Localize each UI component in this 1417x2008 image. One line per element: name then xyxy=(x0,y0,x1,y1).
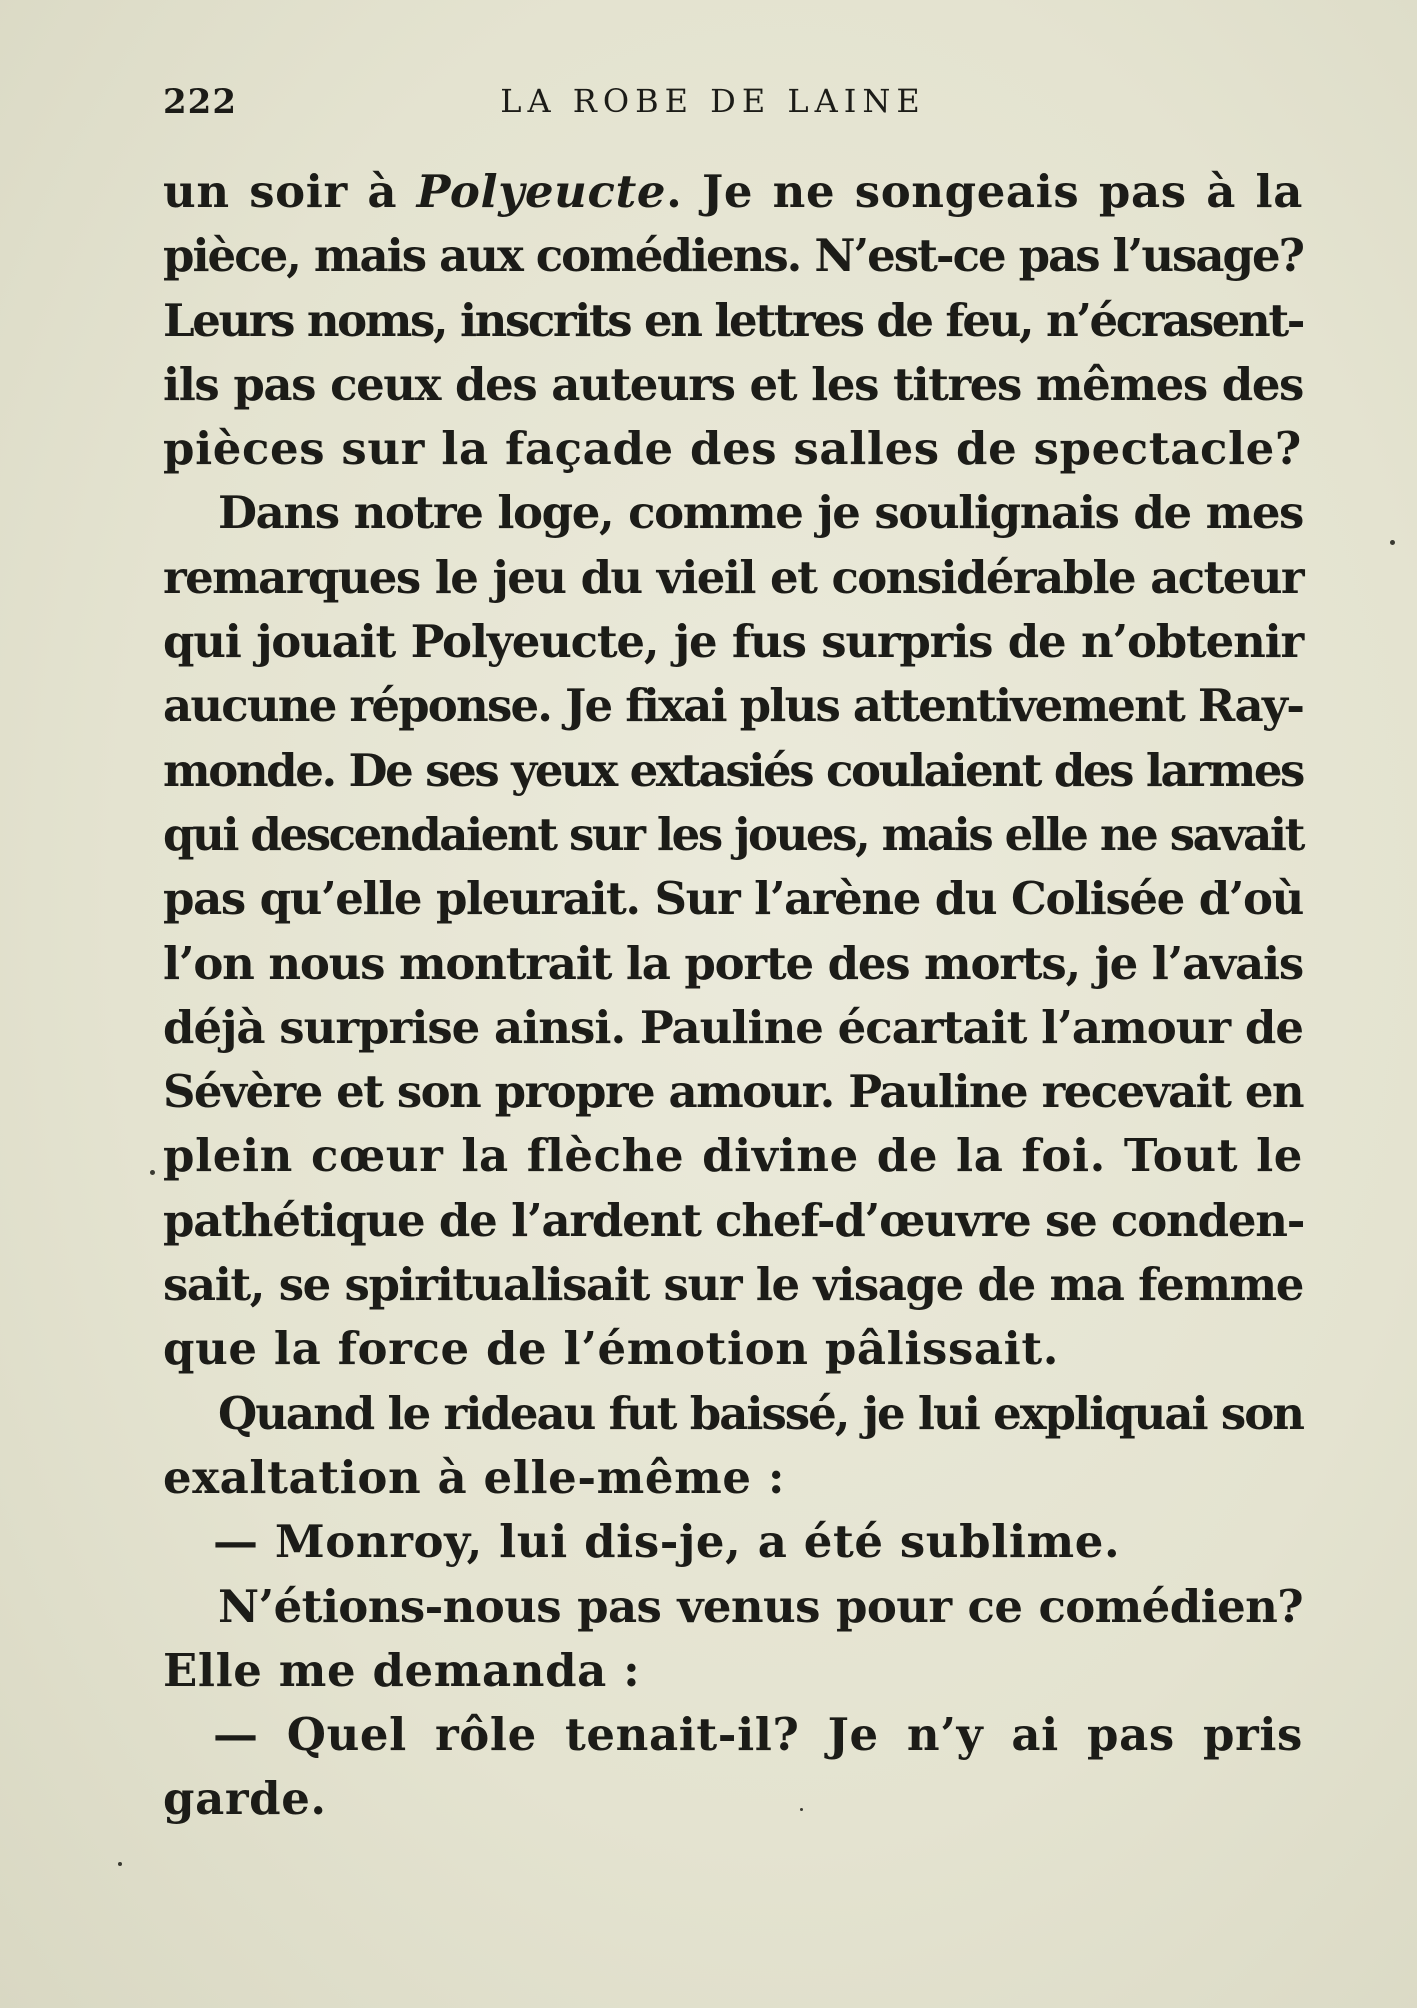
page-number: 222 xyxy=(163,82,237,122)
running-title: LA ROBE DE LAINE xyxy=(500,82,926,120)
text-segment: un soir à xyxy=(163,165,417,218)
speck xyxy=(800,1808,803,1811)
text-line: plein cœur la flèche divine de la foi. Tout le xyxy=(163,1129,1303,1183)
text-line: — Quel rôle tenait-il? Je n’y ai pas pris xyxy=(213,1708,1303,1762)
text-line: Quand le rideau fut baissé, je lui expliquai son xyxy=(218,1386,1303,1440)
text-line: qui jouait Polyeucte, je fus surpris de n’obtenir xyxy=(163,615,1303,669)
text-line: pathétique de l’ardent chef-d’œuvre se conden- xyxy=(163,1193,1305,1247)
text-line: que la force de l’émotion pâlissait. xyxy=(163,1322,1060,1376)
speck xyxy=(1390,540,1395,545)
text-line: qui descendaient sur les joues, mais elle ne savait xyxy=(163,807,1303,861)
speck xyxy=(118,1862,122,1866)
text-line: pièces sur la façade des salles de spectacle? xyxy=(163,422,1302,476)
text-line: pas qu’elle pleurait. Sur l’arène du Colisée d’où xyxy=(163,872,1303,926)
text-line: l’on nous montrait la porte des morts, je l’avais xyxy=(163,936,1303,990)
running-head xyxy=(163,82,1303,142)
text-line: exaltation à elle-même : xyxy=(163,1450,786,1504)
text-line xyxy=(163,160,1303,224)
text-segment: . Je ne songeais pas à la xyxy=(666,165,1303,218)
text-line: Sévère et son propre amour. Pauline recevait en xyxy=(163,1065,1303,1119)
text-line: pièce, mais aux comédiens. N’est-ce pas l’usage? xyxy=(163,229,1303,283)
text-line: N’étions-nous pas venus pour ce comédien? xyxy=(218,1579,1303,1633)
text-line: monde. De ses yeux extasiés coulaient des larmes xyxy=(163,743,1303,797)
text-line: ils pas ceux des auteurs et les titres mêmes des xyxy=(163,357,1303,411)
text-line: Elle me demanda : xyxy=(163,1643,641,1697)
italic-title: Polyeucte xyxy=(416,165,667,218)
body-text xyxy=(163,160,1303,1832)
text-line: sait, se spiritualisait sur le visage de ma femme xyxy=(163,1258,1303,1312)
text-line: Dans notre loge, comme je soulignais de mes xyxy=(218,486,1303,540)
text-line: remarques le jeu du vieil et considérable acteur xyxy=(163,550,1303,604)
text-line: déjà surprise ainsi. Pauline écartait l’amour de xyxy=(163,1000,1303,1054)
text-line: — Monroy, lui dis-je, a été sublime. xyxy=(213,1515,1121,1569)
text-line: Leurs noms, inscrits en lettres de feu, n’écrasent- xyxy=(163,293,1303,347)
text-line: garde. xyxy=(163,1772,327,1826)
speck xyxy=(150,1170,155,1175)
text-line: aucune réponse. Je fixai plus attentivement Ray- xyxy=(163,679,1304,733)
